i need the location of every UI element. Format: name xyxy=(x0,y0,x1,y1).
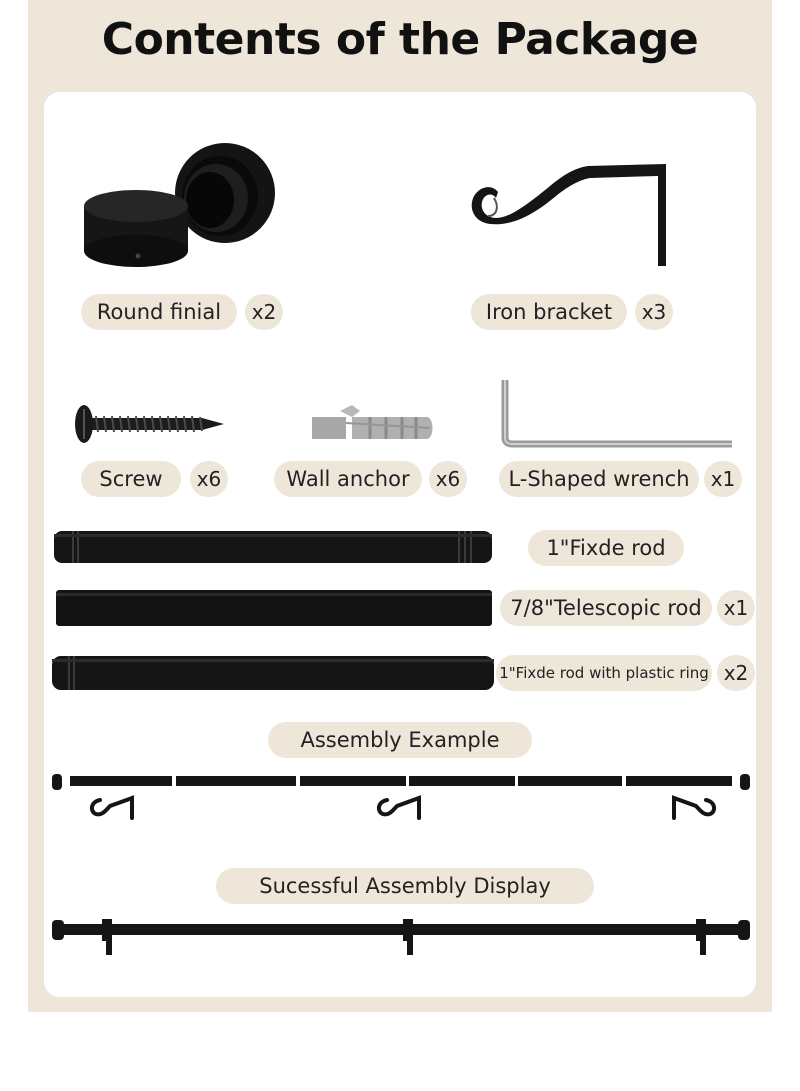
assembly-example-label: Assembly Example xyxy=(268,722,532,758)
screw-icon xyxy=(72,403,227,445)
l-wrench-icon xyxy=(498,376,736,446)
iron-bracket-qty: x3 xyxy=(635,294,673,330)
assembly-display-diagram xyxy=(50,915,752,959)
round-finial-label: Round finial xyxy=(81,294,237,330)
round-finial-qty: x2 xyxy=(245,294,283,330)
fixde-rod-ring-label: 1"Fixde rod with plastic ring xyxy=(496,655,712,691)
fixde-rod-ring-qty: x2 xyxy=(717,655,755,691)
iron-bracket-icon xyxy=(466,160,671,270)
telescopic-rod-label: 7/8"Telescopic rod xyxy=(500,590,712,626)
iron-bracket-label: Iron bracket xyxy=(471,294,627,330)
wall-anchor-icon xyxy=(310,403,435,445)
screw-qty: x6 xyxy=(190,461,228,497)
l-wrench-qty: x1 xyxy=(704,461,742,497)
fixde-rod-icon xyxy=(54,529,494,565)
round-finial-icon xyxy=(80,138,280,273)
telescopic-rod-qty: x1 xyxy=(717,590,755,626)
screw-label: Screw xyxy=(81,461,181,497)
wall-anchor-label: Wall anchor xyxy=(274,461,422,497)
assembly-example-diagram xyxy=(50,770,754,822)
l-wrench-label: L-Shaped wrench xyxy=(499,461,699,497)
page-title: Contents of the Package xyxy=(101,14,699,65)
assembly-display-label: Sucessful Assembly Display xyxy=(216,868,594,904)
telescopic-rod-icon xyxy=(56,588,494,628)
fixde-rod-label: 1"Fixde rod xyxy=(528,530,684,566)
fixde-rod-ring-icon xyxy=(52,654,496,692)
wall-anchor-qty: x6 xyxy=(429,461,467,497)
